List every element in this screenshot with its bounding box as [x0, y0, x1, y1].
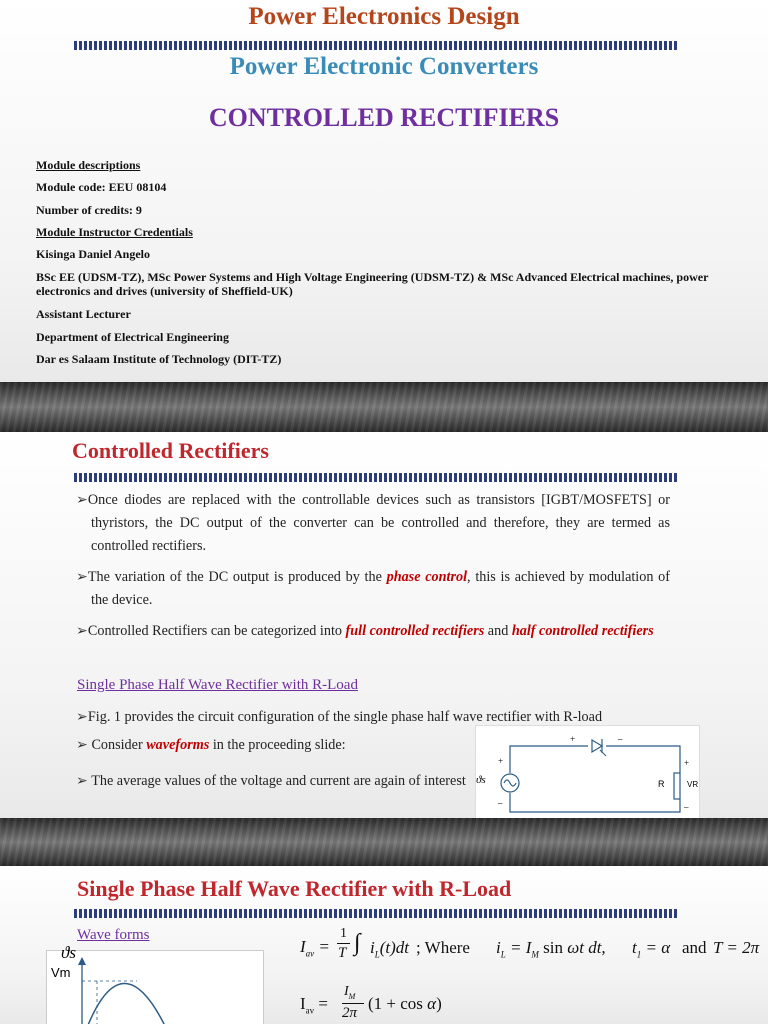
- eq1-lhs: $I_{av}$ =: [300, 937, 330, 959]
- eq1-period: T = 2π: [713, 938, 760, 957]
- source-label: ϑs: [476, 774, 486, 786]
- eq1-frac-bar: [337, 943, 350, 944]
- module-descriptions: Module descriptions: [36, 158, 141, 172]
- equation-average-current: [300, 928, 768, 978]
- number-of-credits: Number of credits: 9: [36, 203, 142, 217]
- module-code: Module code: EEU 08104: [36, 180, 167, 194]
- waveform-axis-label: ϑs: [61, 943, 76, 962]
- bullet-arrow-icon: ➢: [76, 773, 88, 789]
- eq1-integrand: $i_L(t)dt$: [370, 938, 410, 960]
- slide-2: [0, 432, 768, 818]
- header-divider: [74, 41, 677, 50]
- institution: Dar es Salaam Institute of Technology (DIT-TZ): [36, 352, 282, 366]
- eq1-frac-den: T: [338, 945, 347, 961]
- diode-plus: +: [570, 734, 576, 744]
- circuit-diagram: [476, 726, 699, 818]
- bullet-text: in the proceeding slide:: [209, 737, 346, 753]
- eq1-where: ; Where: [416, 938, 470, 957]
- resistor-icon: [674, 773, 680, 799]
- wire-top-right: [606, 746, 680, 773]
- instructor-degrees: BSc EE (UDSM-TZ), MSc Power Systems and High Voltage Engineering (UDSM-TZ) & MSc Advanced Electrical machines, power electronics and drives (university of Sheffield-UK): [36, 270, 709, 298]
- bullet-arrow-icon: ➢: [76, 569, 88, 585]
- waveforms-emphasis: waveforms: [146, 737, 210, 753]
- slide-3: [0, 866, 768, 1024]
- integral-icon: ∫: [354, 930, 361, 956]
- bullet-text: The variation of the DC output is produced by the: [87, 569, 387, 585]
- instructor-name: Kisinga Daniel Angelo: [36, 247, 151, 261]
- bullet-waveforms: [76, 734, 466, 757]
- eq2-symbol: I: [300, 994, 306, 1013]
- resistor-plus: +: [684, 758, 690, 768]
- wire-bottom: [510, 793, 680, 812]
- bullet-text: The average values of the voltage and current are again of interest: [91, 773, 466, 789]
- bullet-text: Consider: [91, 737, 147, 753]
- eq2-frac-den: 2π: [342, 1005, 358, 1021]
- slide1-subtitle: Power Electronic Converters: [229, 53, 539, 80]
- department: Department of Electrical Engineering: [36, 330, 229, 344]
- source-plus: +: [498, 756, 504, 766]
- half-controlled-emphasis: half controlled rectifiers: [511, 623, 654, 639]
- slide2-subheading: Single Phase Half Wave Rectifier with R-Load: [77, 677, 358, 693]
- resistor-label: R: [658, 779, 665, 789]
- diode-minus: –: [618, 734, 623, 744]
- sine-icon: [504, 780, 516, 786]
- bullet-text: Controlled Rectifiers can be categorized into: [87, 623, 346, 639]
- instructor-position: Assistant Lecturer: [36, 307, 131, 321]
- slide2-title: Controlled Rectifiers: [72, 438, 269, 463]
- eq1-frac-num: 1: [340, 926, 347, 941]
- eq2-frac-num: $I_M$: [344, 984, 356, 1001]
- phase-control-emphasis: phase control: [386, 569, 468, 585]
- bullet-text: , this is achieved by modulation of the device.: [91, 569, 670, 608]
- bullet-text: Fig. 1 provides the circuit configuration of the single phase half wave rectifier with R-load: [87, 709, 603, 725]
- eq2-rhs: (1 + cos α): [368, 994, 442, 1013]
- source-minus: –: [498, 798, 503, 808]
- waveform-svg: [47, 951, 263, 1024]
- bullet-arrow-icon: ➢: [76, 709, 88, 725]
- bullet-arrow-icon: ➢: [76, 737, 88, 753]
- thyristor-icon: [592, 739, 606, 756]
- slide3-divider: [74, 909, 677, 918]
- slide-separator-1: [0, 382, 768, 432]
- wire-top-left: [510, 746, 588, 773]
- bullet-text: Once diodes are replaced with the controllable devices such as transistors [IGBT/MOSFETS] or thyristors, the DC output of the converter can be controlled and therefore, they are termed as controlled rectifiers.: [87, 492, 670, 554]
- slide-1: [0, 0, 768, 382]
- full-controlled-emphasis: full controlled rectifiers: [345, 623, 485, 639]
- bullet-average-values: [76, 772, 479, 791]
- bullet-text: and: [484, 623, 512, 639]
- slide1-header: Power Electronics Design: [248, 3, 520, 30]
- sine-wave: [82, 984, 172, 1024]
- equation-average-current-result: [300, 984, 500, 1024]
- slide1-title: CONTROLLED RECTIFIERS: [208, 103, 560, 132]
- bullet-arrow-icon: ➢: [76, 492, 88, 508]
- waveform-plot: [46, 943, 264, 1024]
- eq2-frac-bar: [342, 1003, 364, 1004]
- waveforms-subheading: Wave forms: [77, 927, 150, 943]
- circuit-figure: [475, 725, 700, 818]
- slide2-divider: [74, 473, 677, 482]
- slide-separator-2: [0, 818, 768, 866]
- resistor-voltage-label: VR: [687, 780, 699, 789]
- vm-label: Vm: [51, 965, 71, 980]
- eq2-lhs: $I_{av}$ =: [300, 994, 329, 1016]
- slide3-title: Single Phase Half Wave Rectifier with R-Load: [77, 876, 512, 901]
- bullet-arrow-icon: ➢: [76, 623, 88, 639]
- bullet-controllable-devices: [76, 489, 670, 558]
- bullet-phase-control: [76, 566, 670, 612]
- resistor-minus: –: [684, 802, 689, 812]
- instructor-credentials-heading: Module Instructor Credentials: [36, 225, 193, 239]
- bullet-categories: [76, 620, 670, 643]
- eq1-t1: $t_1 = \alpha$: [632, 938, 671, 960]
- y-axis-arrow-icon: [78, 957, 86, 965]
- eq1-il: $i_L = I_M$ sin ωt dt,: [496, 938, 606, 960]
- eq1-and: and: [682, 938, 707, 957]
